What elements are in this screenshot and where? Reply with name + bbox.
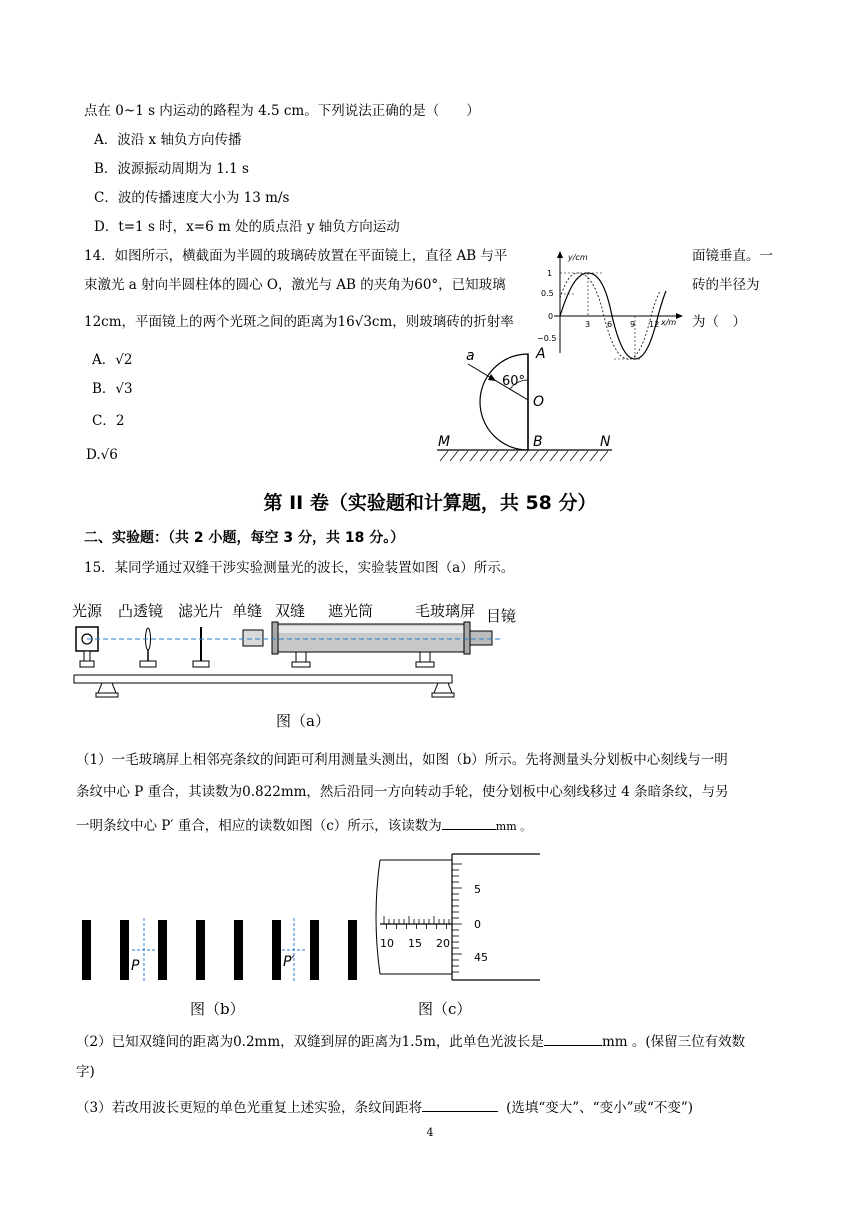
- q14-line1-right: 面镜垂直。一: [692, 248, 773, 264]
- q13-option-a: A．波沿 x 轴负方向传播: [94, 132, 242, 148]
- y-axis-label: y/cm: [568, 253, 588, 262]
- glass-brick-figure: [432, 340, 622, 466]
- main-tick-15: 15: [408, 937, 422, 950]
- q14-line3-left: 12cm，平面镜上的两个光斑之间的距离为16√3cm，则玻璃砖的折射率: [84, 314, 514, 330]
- y-tick-1: 1: [547, 269, 553, 278]
- dark-fringe: [120, 920, 129, 980]
- dark-fringe: [310, 920, 319, 980]
- label-screen: 毛玻璃屏: [415, 602, 476, 620]
- label-M: M: [438, 434, 451, 450]
- q14-option-c: C．2: [92, 413, 125, 429]
- page-number: 4: [426, 1126, 434, 1139]
- section2-heading: 二、实验题：（共 2 小题，每空 3 分，共 18 分。）: [84, 530, 405, 546]
- apparatus-figure: [70, 597, 530, 703]
- label-single-slit: 单缝: [232, 602, 263, 620]
- semicircle: [480, 354, 528, 450]
- answer-blank-1[interactable]: [442, 815, 496, 830]
- main-tick-20: 20: [436, 937, 450, 950]
- label-N: N: [600, 434, 611, 450]
- answer-blank-2[interactable]: [544, 1031, 602, 1046]
- q15-part2-line1-b: mm 。(保留三位有效数: [601, 1034, 746, 1050]
- dark-fringe: [82, 920, 91, 980]
- y-tick-m05: −0.5: [537, 334, 557, 343]
- label-light-source: 光源: [72, 602, 103, 620]
- answer-blank-3[interactable]: [422, 1097, 498, 1112]
- y-tick-05: 0.5: [541, 289, 554, 298]
- label-angle: 60°: [502, 374, 526, 389]
- q15-part2-line2: 字): [76, 1064, 95, 1080]
- label-B: B: [533, 434, 543, 450]
- thimble-tick-0: 0: [474, 918, 481, 931]
- q15-part2-line1-a: （2）已知双缝间的距离为0.2mm，双缝到屏的距离为1.5m，此单色光波长是: [76, 1034, 544, 1050]
- section-title: 第 II 卷（实验题和计算题，共 58 分）: [263, 492, 597, 514]
- q15-part1-line3-a: 一明条纹中心 P′ 重合，相应的读数如图（c）所示，该读数为: [76, 818, 442, 834]
- x-tick-6: 6: [607, 320, 613, 329]
- dark-fringe: [348, 920, 357, 980]
- label-filter: 滤光片: [178, 602, 224, 620]
- dark-fringe: [234, 920, 243, 980]
- fig-a-caption: 图（a）: [276, 712, 330, 730]
- x-tick-12: 12: [649, 320, 660, 329]
- q13-option-d: D．t=1 s 时，x=6 m 处的质点沿 y 轴负方向运动: [94, 219, 400, 235]
- q15-part1-line1: （1）一毛玻璃屏上相邻亮条纹的间距可利用测量头测出，如图（b）所示。先将测量头分划板中心刻线与一明: [76, 752, 728, 768]
- micrometer-figure: [370, 852, 545, 982]
- x-tick-9: 9: [630, 320, 636, 329]
- q15-part1-line3-b: mm 。: [495, 820, 532, 833]
- x-tick-3: 3: [585, 320, 591, 329]
- q14-line2-right: 砖的半径为: [692, 277, 760, 293]
- q14-option-b: B．√3: [92, 381, 133, 397]
- q13-option-b: B．波源振动周期为 1.1 s: [94, 161, 249, 177]
- q15-part3-b: (选填“变大”、“变小”或“不变”): [506, 1100, 694, 1116]
- q15-part1-line2: 条纹中心 P 重合，其读数为0.822mm，然后沿同一方向转动手轮，使分划板中心刻线移过 4 条暗条纹，与另: [76, 784, 729, 800]
- q15-part1-line3: [76, 815, 531, 836]
- q15-intro: 15．某同学通过双缝干涉实验测量光的波长，实验装置如图（a）所示。: [84, 560, 515, 576]
- q13-intro: 点在 0~1 s 内运动的路程为 4.5 cm。下列说法正确的是（ ）: [84, 103, 480, 119]
- dark-fringe: [196, 920, 205, 980]
- label-double-slit: 双缝: [275, 602, 306, 620]
- label-O: O: [533, 394, 545, 410]
- label-eyepiece: 目镜: [486, 607, 517, 625]
- q14-line3-right: 为（ ）: [692, 314, 746, 330]
- q15-part2-line1: [76, 1031, 745, 1051]
- q13-option-c: C．波的传播速度大小为 13 m/s: [94, 190, 290, 206]
- label-P: P: [131, 958, 140, 974]
- thimble-tick-45: 45: [474, 951, 488, 964]
- main-tick-10: 10: [380, 937, 394, 950]
- q15-part3: [76, 1097, 693, 1117]
- fig-b-caption: 图（b）: [190, 1000, 245, 1018]
- q14-option-d: D.√6: [86, 447, 118, 463]
- x-axis-label: x/m: [661, 318, 677, 327]
- dark-fringe: [272, 920, 281, 980]
- label-P-prime: P′: [283, 954, 295, 970]
- q14-line2-left: 束激光 a 射向半圆柱体的圆心 O，激光与 AB 的夹角为60°，已知玻璃: [84, 277, 506, 293]
- label-lens: 凸透镜: [118, 602, 164, 620]
- q15-part3-a: （3）若改用波长更短的单色光重复上述实验，条纹间距将: [76, 1100, 423, 1116]
- q14-line1-left: 14．如图所示，横截面为半圆的玻璃砖放置在平面镜上，直径 AB 与平: [84, 248, 508, 264]
- fig-c-caption: 图（c）: [418, 1000, 472, 1018]
- fringe-figure: [78, 918, 368, 984]
- label-tube: 遮光筒: [328, 602, 374, 620]
- thimble-tick-5: 5: [474, 883, 481, 896]
- y-tick-0: 0: [548, 312, 554, 321]
- dark-fringe: [158, 920, 167, 980]
- q14-option-a: A．√2: [92, 352, 133, 368]
- label-A: A: [536, 346, 546, 362]
- label-a: a: [466, 348, 475, 364]
